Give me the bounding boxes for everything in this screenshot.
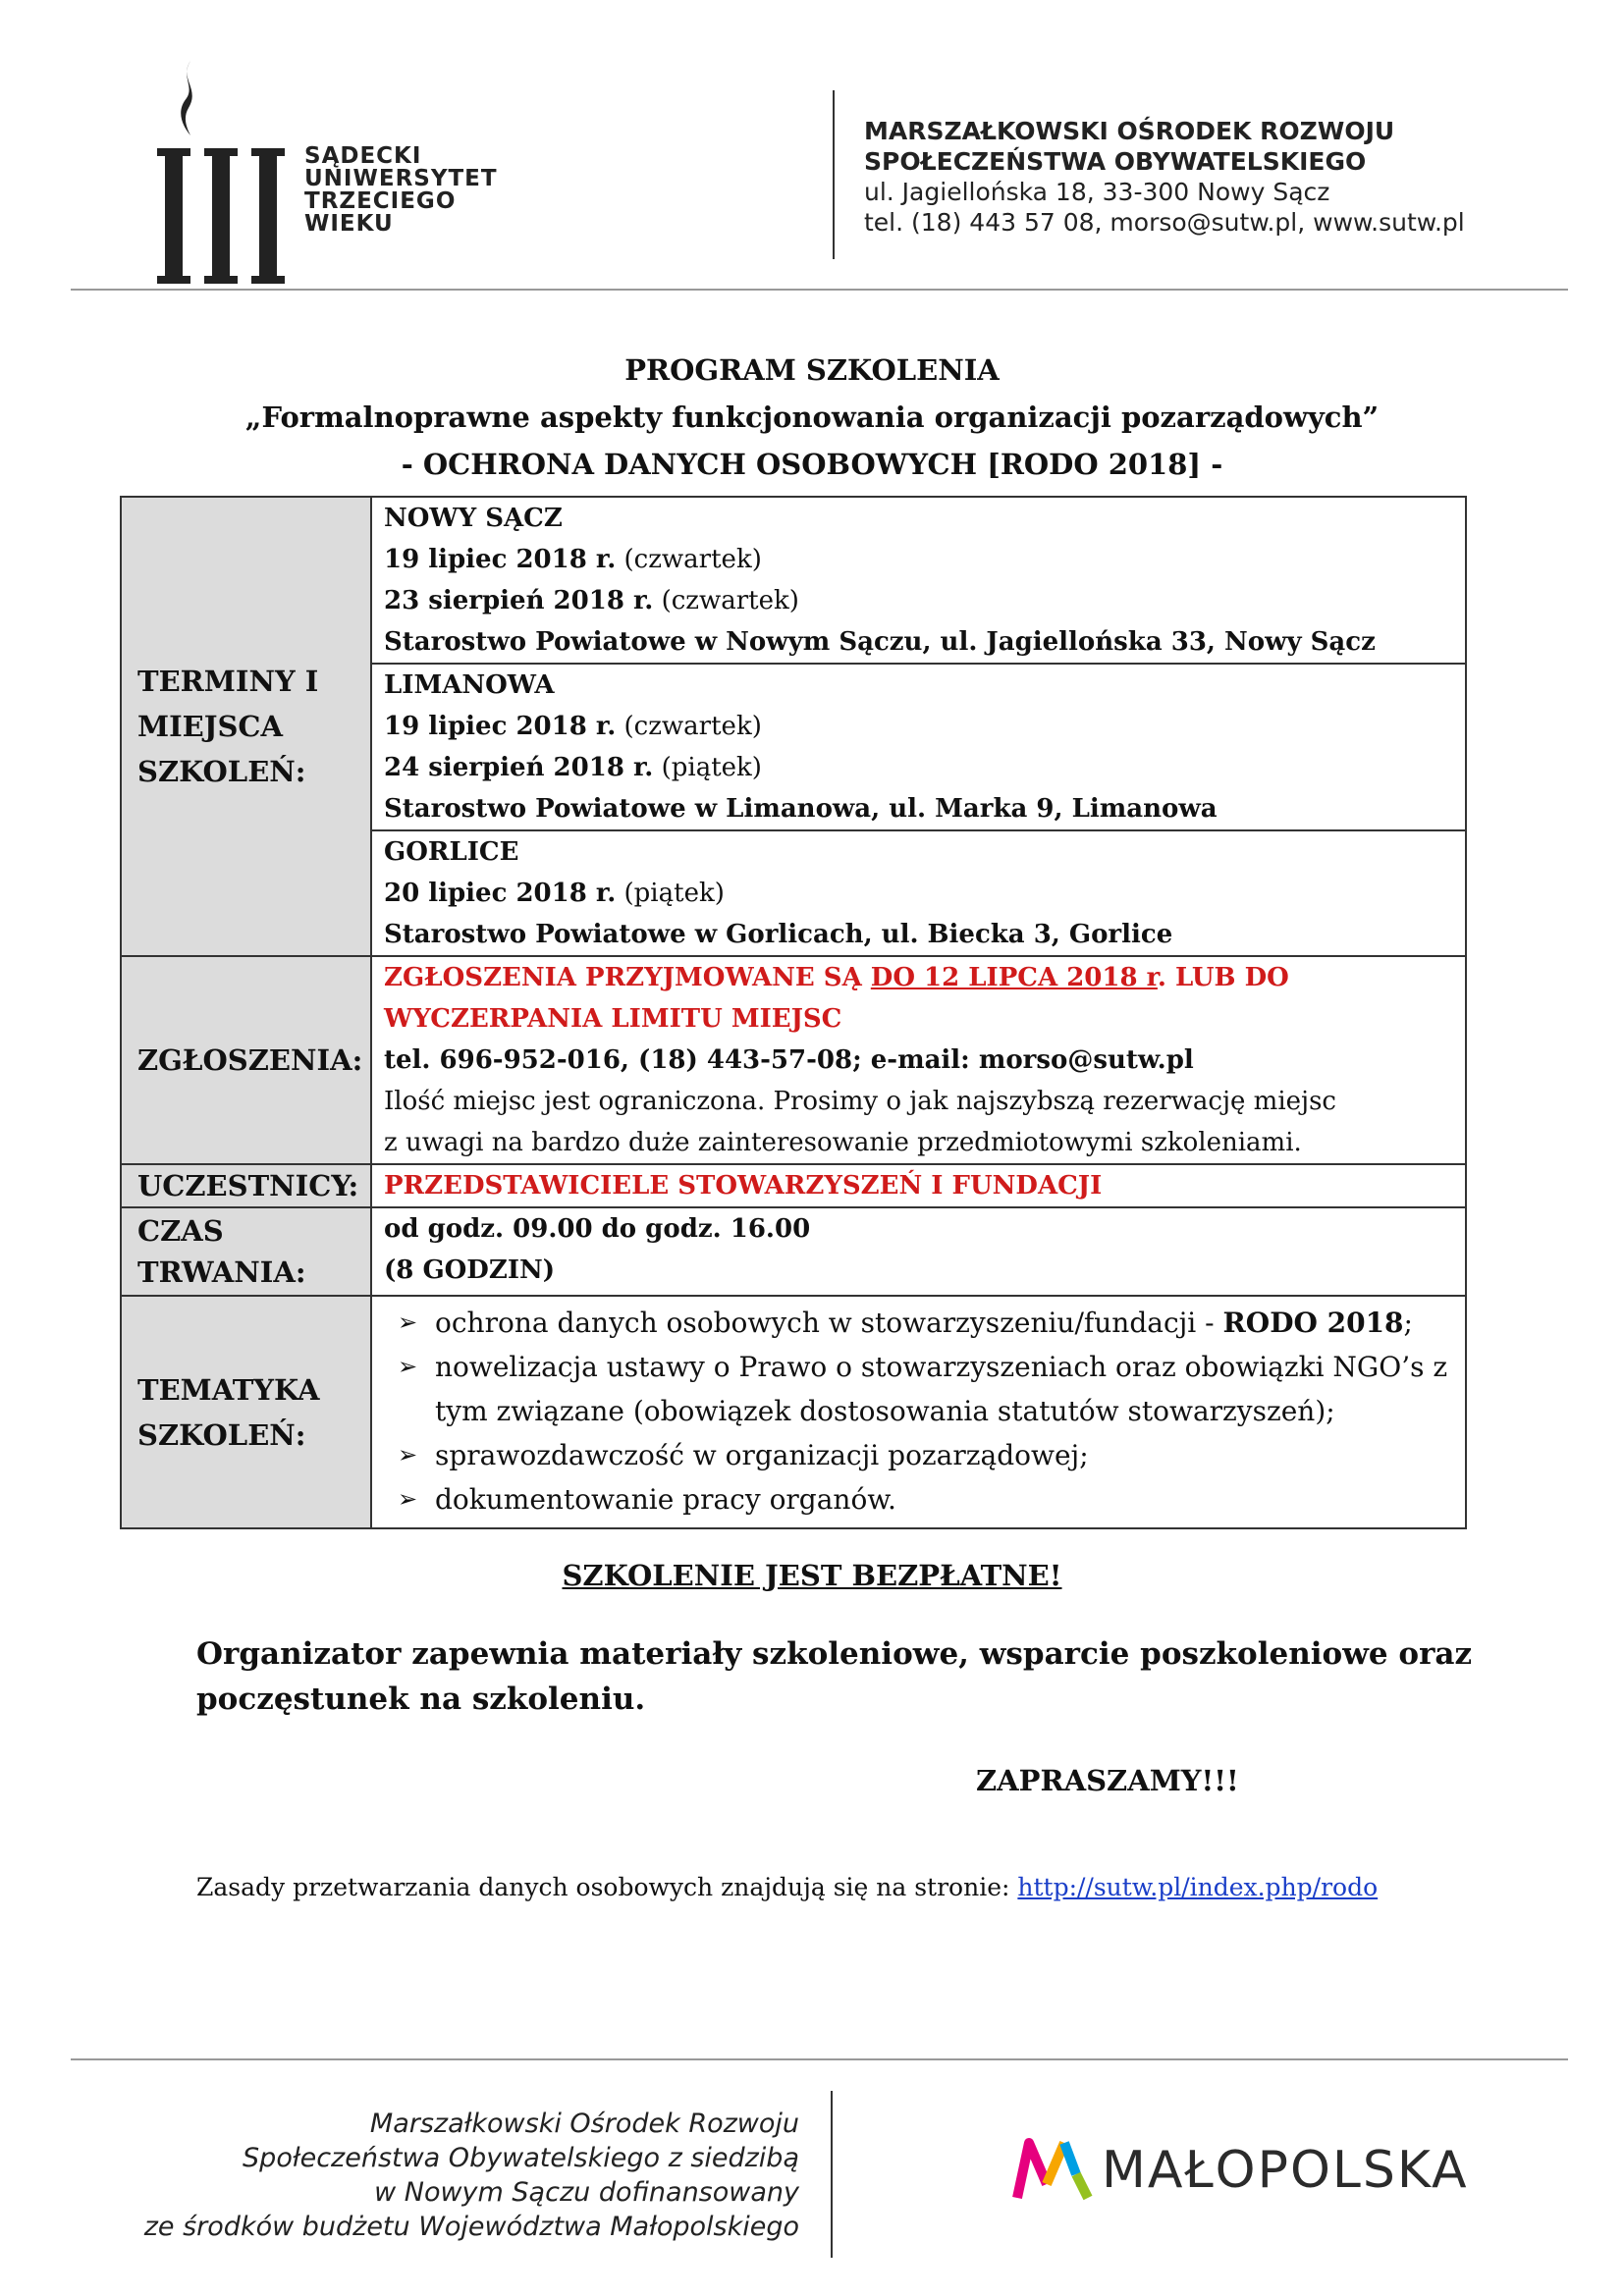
invitation: ZAPRASZAMY!!! [976, 1764, 1239, 1797]
location-venue: Starostwo Powiatowe w Nowym Sączu, ul. Jagiellońska 33, Nowy Sącz [384, 627, 1376, 657]
label-line: SZKOLEŃ: [137, 755, 306, 788]
arrow-bullet-icon: ➢ [398, 1441, 418, 1468]
org-address: ul. Jagiellońska 18, 33-300 Nowy Sącz [864, 178, 1330, 206]
arrow-bullet-icon: ➢ [398, 1485, 418, 1513]
participants-label: UCZESTNICY: [121, 1164, 371, 1207]
footer-rule [71, 2058, 1568, 2060]
document-title: PROGRAM SZKOLENIA [624, 353, 1000, 387]
topics-content [371, 1296, 1466, 1528]
applications-deadline: ZGŁOSZENIA PRZYJMOWANE SĄ DO 12 LIPCA 2018 r. LUB DO WYCZERPANIA LIMITU MIEJSC [384, 963, 1289, 1034]
header-rule [71, 289, 1568, 291]
footer-divider [831, 2091, 833, 2258]
rodo-link[interactable]: http://sutw.pl/index.php/rodo [1017, 1873, 1379, 1901]
location-date: 20 lipiec 2018 r. (piątek) [384, 879, 725, 908]
location-gorlice [372, 831, 1465, 955]
location-limanowa [372, 665, 1465, 831]
label-line: TERMINY I [137, 665, 319, 698]
header-organization [864, 116, 1465, 238]
organizer-note: Organizator zapewnia materiały szkoleniowe, wsparcie poszkoleniowe oraz poczęstunek na szkoleniu. [196, 1636, 1473, 1717]
topics-list [384, 1297, 1453, 1527]
footer-line: ze środków budżetu Województwa Małopolskiego [143, 2212, 799, 2242]
location-date: 19 lipiec 2018 r. (czwartek) [384, 545, 762, 574]
logo-line: UNIWERSYTET [304, 166, 498, 191]
header-divider [833, 90, 835, 259]
free-training-note: SZKOLENIE JEST BEZPŁATNE! [562, 1559, 1062, 1592]
location-venue: Starostwo Powiatowe w Gorlicach, ul. Biecka 3, Gorlice [384, 920, 1173, 949]
table-row-duration [121, 1207, 1466, 1296]
logo-line: SĄDECKI [304, 143, 422, 169]
label-line: MIEJSCA [137, 710, 284, 743]
duration-total: (8 GODZIN) [384, 1255, 556, 1285]
terms-label [121, 497, 371, 956]
topics-label [121, 1296, 371, 1528]
logo-wordmark [304, 145, 498, 236]
duration-content [371, 1207, 1466, 1296]
location-city: LIMANOWA [384, 670, 555, 700]
logo-line: WIEKU [304, 211, 394, 237]
label-line: SZKOLEŃ: [137, 1417, 306, 1452]
location-date: 24 sierpień 2018 r. (piątek) [384, 753, 762, 782]
malopolska-m-icon [1011, 2135, 1096, 2204]
malopolska-logo [1011, 2135, 1469, 2204]
applications-contact: tel. 696-952-016, (18) 443-57-08; e-mail: morso@sutw.pl [384, 1045, 1194, 1075]
terms-content [371, 497, 1466, 956]
participants-value: PRZEDSTAWICIELE STOWARZYSZEŃ I FUNDACJI [384, 1171, 1103, 1201]
list-item: ➢ ochrona danych osobowych w stowarzyszeniu/fundacji - RODO 2018; [384, 1301, 1453, 1345]
program-table [120, 496, 1467, 1529]
duration-label [121, 1207, 371, 1296]
location-city: NOWY SĄCZ [384, 504, 563, 533]
arrow-bullet-icon: ➢ [398, 1308, 418, 1336]
arrow-bullet-icon: ➢ [398, 1353, 418, 1380]
location-venue: Starostwo Powiatowe w Limanowa, ul. Marka 9, Limanowa [384, 794, 1218, 824]
footer-line: Marszałkowski Ośrodek Rozwoju [369, 2109, 799, 2139]
footer-funding-note [144, 2107, 799, 2244]
flame-icon [175, 59, 204, 137]
applications-note: z uwagi na bardzo duże zainteresowanie przedmiotowymi szkoleniami. [384, 1128, 1302, 1157]
applications-label: ZGŁOSZENIA: [121, 956, 371, 1164]
rodo-note-text: Zasady przetwarzania danych osobowych znajdują się na stronie: [196, 1873, 1018, 1901]
location-nowy-sacz [372, 498, 1465, 665]
roman-three-icon [157, 142, 295, 290]
list-item: ➢ dokumentowanie pracy organów. [384, 1477, 1453, 1522]
location-date: 23 sierpień 2018 r. (czwartek) [384, 586, 799, 615]
location-city: GORLICE [384, 837, 519, 867]
training-name: „Formalnoprawne aspekty funkcjonowania organizacji pozarządowych” [244, 400, 1380, 434]
table-row-applications [121, 956, 1466, 1164]
table-row-participants [121, 1164, 1466, 1207]
applications-note: Ilość miejsc jest ograniczona. Prosimy o jak najszybszą rezerwację miejsc [384, 1087, 1336, 1116]
rodo-note [196, 1873, 1378, 1901]
footer-line: Społeczeństwa Obywatelskiego z siedzibą [243, 2143, 799, 2173]
list-item: ➢ sprawozdawczość w organizacji pozarządowej; [384, 1433, 1453, 1477]
training-subtitle: - OCHRONA DANYCH OSOBOWYCH [RODO 2018] - [401, 448, 1223, 481]
org-name-line2: SPOŁECZEŃSTWA OBYWATELSKIEGO [864, 147, 1367, 176]
logo-line: TRZECIEGO [304, 188, 457, 214]
malopolska-wordmark: MAŁOPOLSKA [1102, 2141, 1469, 2200]
sutw-logo [157, 59, 520, 245]
label-line: TRWANIA: [137, 1255, 306, 1289]
footer-line: w Nowym Sączu dofinansowany [374, 2177, 799, 2208]
duration-hours: od godz. 09.00 do godz. 16.00 [384, 1214, 811, 1244]
org-contact: tel. (18) 443 57 08, morso@sutw.pl, www.sutw.pl [864, 208, 1465, 237]
table-row-topics [121, 1296, 1466, 1528]
list-item: ➢ nowelizacja ustawy o Prawo o stowarzyszeniach oraz obowiązki NGO’s z tym związane (obowiązek dostosowania statutów stowarzyszeń); [384, 1345, 1453, 1433]
applications-content [371, 956, 1466, 1164]
table-row-terms [121, 497, 1466, 956]
label-line: TEMATYKA [137, 1372, 320, 1407]
org-name-line1: MARSZAŁKOWSKI OŚRODEK ROZWOJU [864, 117, 1395, 145]
location-date: 19 lipiec 2018 r. (czwartek) [384, 712, 762, 741]
label-line: CZAS [137, 1214, 224, 1248]
participants-content [371, 1164, 1466, 1207]
